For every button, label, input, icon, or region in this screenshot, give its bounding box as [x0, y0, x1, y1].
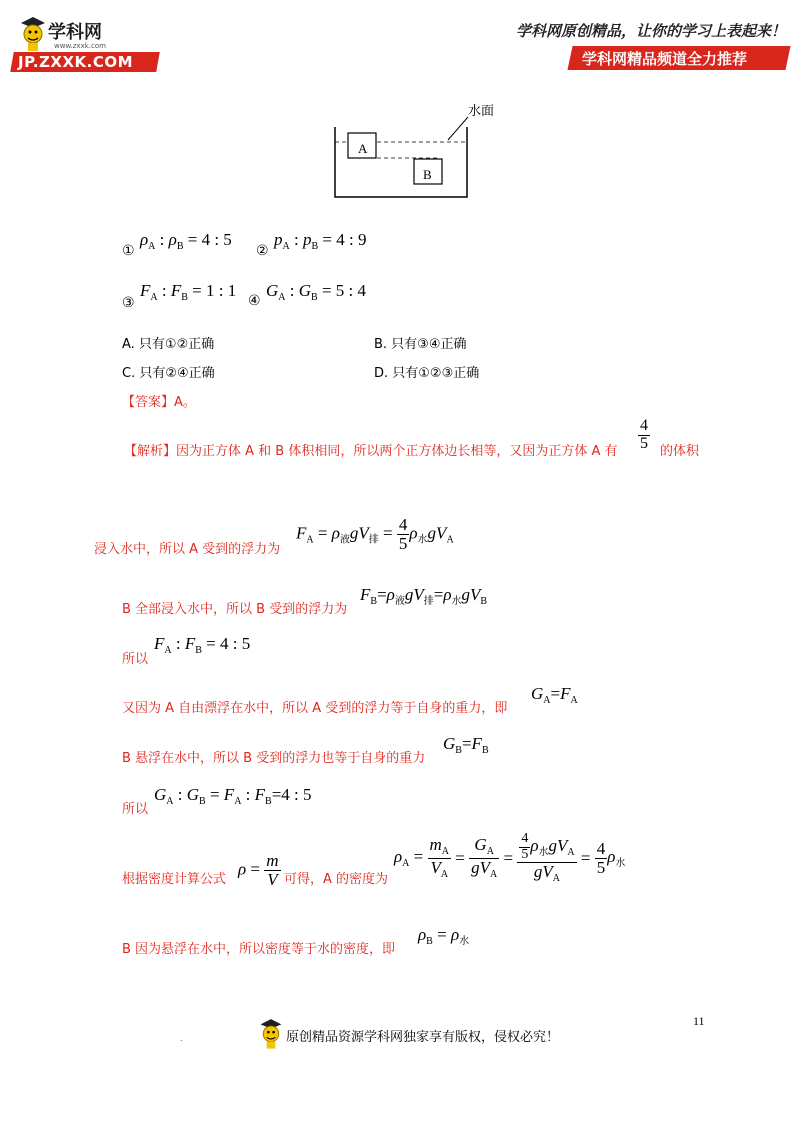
statement-4-number: ④: [248, 293, 261, 309]
statement-1-number: ①: [122, 243, 135, 259]
weight-ratio: $G_A$ : $G_B = F_A$ : $F_B=4$ : 5: [154, 785, 312, 807]
answer-text: A。: [174, 395, 196, 410]
analysis-line-1: [124, 440, 618, 459]
choice-b: B. 只有③④正确: [374, 337, 467, 352]
weight-a-equation: $G_A=F_A$: [531, 684, 578, 706]
statement-4-expr: $G_A$ : $G_B = 5$ : 4: [266, 281, 367, 303]
choice-d: D. 只有①②③正确: [374, 366, 480, 381]
answer: [122, 391, 196, 410]
analysis-line-6: B 悬浮在水中，所以 B 受到的浮力也等于自身的重力: [122, 751, 426, 766]
analysis-line-7: 所以: [122, 802, 149, 817]
page-number: 11: [693, 1014, 705, 1028]
density-formula: ρ = $\frac{m}{V}$: [238, 851, 279, 889]
header-logo: [12, 12, 162, 72]
footer-mascot-icon: [258, 1016, 284, 1050]
buoyancy-ratio: $F_A$ : $F_B = 4$ : 5: [154, 634, 251, 656]
buoyancy-b-formula: $F_B=\rho_液gV_排=\rho_水gV_B$: [360, 585, 488, 607]
weight-b-equation: $G_B=F_B$: [443, 734, 489, 756]
choice-a: A. 只有①②正确: [122, 337, 215, 352]
analysis-line-5: 又因为 A 自由漂浮在水中，所以 A 受到的浮力等于自身的重力，即: [122, 701, 508, 716]
statement-2-expr: $p_A$ : $p_B = 4$ : 9: [274, 230, 367, 252]
analysis-line-2: 浸入水中，所以 A 受到的浮力为: [94, 542, 281, 557]
statement-3-expr: $F_A$ : $F_B = 1$ : 1: [140, 281, 237, 303]
banner-text: 学科网精品频道全力推荐: [582, 50, 748, 68]
statement-3-number: ③: [122, 295, 135, 311]
density-a-derivation: $\rho_A$ = $\frac{m_A}{V_A}$ = $\frac{G_A}{gV_A}$ = $\frac{4}{5}$ $\rho_水gV_A$ $gV_A$ = $\frac{4}{5}$ $\rho_水$: [394, 831, 626, 885]
water-label: 水面: [468, 104, 495, 119]
analysis-line-4: 所以: [122, 652, 149, 667]
analysis-line-3: B 全部浸入水中，所以 B 受到的浮力为: [122, 602, 348, 617]
answer-tag: 【答案】: [122, 395, 175, 410]
statement-1-expr: $\rho_A$ : $\rho_B = 4$ : 5: [140, 230, 232, 252]
footer-dot: .: [180, 1034, 183, 1043]
container-figure: [330, 95, 490, 205]
block-b-label: B: [423, 167, 432, 182]
logo-url: JP.ZXXK.COM: [18, 53, 134, 71]
choice-c: C. 只有②④正确: [122, 366, 215, 381]
logo-url-small: www.zxxk.com: [54, 42, 106, 50]
density-b-equation: $\rho_B = \rho_水$: [418, 925, 470, 947]
label-pointer: [448, 117, 468, 140]
logo-text: 学科网: [48, 22, 102, 43]
analysis-line-1a: 因为正方体 A 和 B 体积相同，所以两个正方体边长相等，又因为正方体 A 有: [176, 444, 618, 459]
analysis-line-9: B 因为悬浮在水中，所以密度等于水的密度，即: [122, 942, 396, 957]
slogan: 学科网原创精品，让你的学习上表起来！: [516, 22, 787, 40]
analysis-line-1b: 的体积: [660, 444, 700, 459]
statement-2-number: ②: [256, 243, 269, 259]
mascot-icon: [18, 14, 48, 52]
block-a-label: A: [358, 141, 368, 156]
fraction-four-fifths: $\frac{4}{5}$: [640, 417, 648, 452]
analysis-line-8b: 可得，A 的密度为: [284, 872, 389, 887]
buoyancy-a-formula: $F_A = \rho_液gV_排$ = $\frac{4}{5}$ $\rho_水gV_A$: [296, 515, 454, 553]
analysis-line-8a: 根据密度计算公式: [122, 872, 227, 887]
footer-copyright: 原创精品资源学科网独家享有版权，侵权必究！: [286, 1030, 560, 1045]
analysis-tag: 【解析】: [124, 444, 177, 459]
